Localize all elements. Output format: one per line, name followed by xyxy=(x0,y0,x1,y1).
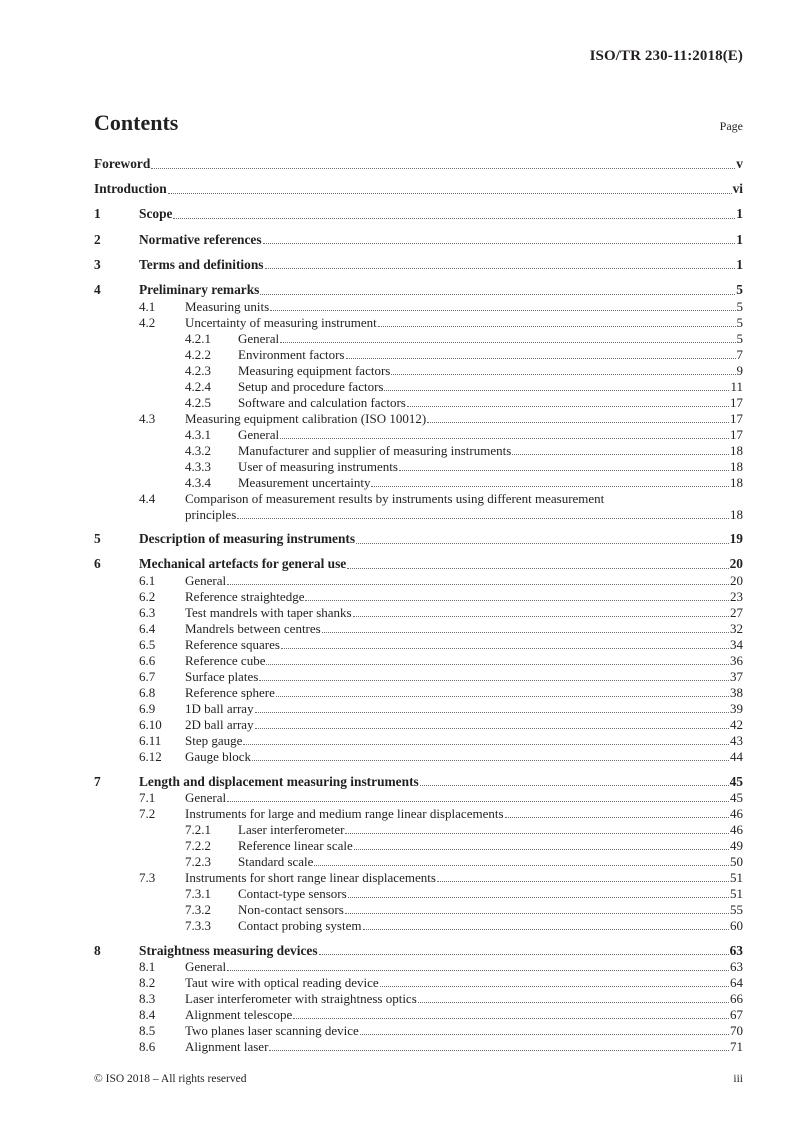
toc-entry-subsubclause[interactable] xyxy=(94,347,743,363)
toc-entry-title[interactable]: Introduction xyxy=(94,181,167,197)
toc-entry-number: 5 xyxy=(94,531,101,547)
toc-entry-page[interactable]: 1 xyxy=(736,206,743,222)
toc-entry-page[interactable]: 51 xyxy=(730,886,743,902)
toc-entry-subclause-wrapped[interactable] xyxy=(94,491,743,523)
toc-entry-subclause[interactable] xyxy=(94,870,743,886)
toc-entry-subclause[interactable] xyxy=(94,790,743,806)
toc-entry-title[interactable]: Contact probing system xyxy=(238,918,362,934)
toc-entry-title[interactable]: Contact-type sensors xyxy=(238,886,347,902)
toc-entry-page[interactable]: 20 xyxy=(729,556,743,572)
toc-entry-page[interactable]: 43 xyxy=(730,732,743,748)
toc-entry-number: 7.3 xyxy=(139,870,156,886)
copyright-notice: © ISO 2018 – All rights reserved xyxy=(94,1073,247,1085)
toc-entry-clause[interactable] xyxy=(94,531,743,548)
dot-leader xyxy=(252,760,729,761)
toc-entry-number: 4.2.5 xyxy=(185,394,211,410)
dot-leader xyxy=(420,785,729,786)
toc-entry-title[interactable]: Laser interferometer with straightness optics xyxy=(185,991,417,1007)
toc-entry-page[interactable]: 7 xyxy=(736,346,743,362)
toc-group-section-7 xyxy=(94,774,743,935)
toc-entry-title[interactable]: Reference cube xyxy=(185,652,266,668)
dot-leader xyxy=(293,1018,729,1019)
toc-entry-page[interactable]: 49 xyxy=(730,838,743,854)
toc-entry-title[interactable]: Instruments for large and medium range linear displacements xyxy=(185,806,504,822)
toc-entry-title-line2-row xyxy=(185,507,743,523)
dot-leader xyxy=(345,833,729,834)
toc-entry-title[interactable]: General xyxy=(185,959,227,975)
toc-group-section-1 xyxy=(94,206,743,223)
toc-entry-title[interactable]: Software and calculation factors xyxy=(238,394,406,410)
dot-leader xyxy=(227,584,729,585)
toc-entry-page[interactable]: 1 xyxy=(736,256,743,272)
toc-entry-number: 7.2.2 xyxy=(185,838,211,854)
toc-entry-title[interactable]: User of measuring instruments xyxy=(238,458,398,474)
toc-entry-number: 6.4 xyxy=(139,620,156,636)
toc-entry-subclause[interactable] xyxy=(94,1039,743,1055)
toc-entry-subclause[interactable] xyxy=(94,653,743,669)
toc-entry-number: 7.2 xyxy=(139,806,156,822)
dot-leader xyxy=(259,680,729,681)
toc-entry-number: 8.2 xyxy=(139,975,156,991)
toc-entry-title[interactable]: Reference squares xyxy=(185,636,280,652)
toc-entry-title-block xyxy=(185,491,743,523)
dot-leader xyxy=(276,696,729,697)
toc-entry-title[interactable]: Description of measuring instruments xyxy=(139,531,356,547)
toc-entry-number: 4.3.1 xyxy=(185,426,211,442)
toc-entry-title[interactable]: Instruments for short range linear displacements xyxy=(185,870,436,886)
toc-entry-title[interactable]: Measuring units xyxy=(185,298,270,314)
toc-entry-page[interactable]: 45 xyxy=(729,773,743,789)
toc-entry-subsubclause[interactable] xyxy=(94,395,743,411)
toc-entry-page[interactable]: 5 xyxy=(736,281,743,297)
toc-entry-title-line1[interactable]: Comparison of measurement results by instruments using different measurement xyxy=(185,490,605,506)
toc-entry-number: 6.6 xyxy=(139,652,156,668)
toc-entry-subclause[interactable] xyxy=(94,637,743,653)
toc-entry-page[interactable]: 66 xyxy=(730,991,743,1007)
dot-leader xyxy=(255,728,729,729)
dot-leader xyxy=(319,954,729,955)
toc-entry-page[interactable]: vi xyxy=(732,181,743,197)
toc-entry-title[interactable]: Preliminary remarks xyxy=(139,281,260,297)
dot-leader xyxy=(263,243,736,244)
toc-entry-page[interactable]: 20 xyxy=(730,572,743,588)
toc-entry-subclause[interactable] xyxy=(94,685,743,701)
toc-entry-clause[interactable] xyxy=(94,282,743,299)
toc-entry-number: 6.8 xyxy=(139,684,156,700)
toc-entry-page[interactable]: 34 xyxy=(730,636,743,652)
toc-entry-number: 4.3.4 xyxy=(185,474,211,490)
dot-leader xyxy=(266,664,729,665)
toc-entry-page[interactable]: 42 xyxy=(730,716,743,732)
toc-entry-page[interactable]: 18 xyxy=(730,474,743,490)
toc-entry-page[interactable]: 39 xyxy=(730,700,743,716)
toc-entry-page[interactable]: 36 xyxy=(730,652,743,668)
toc-entry-title[interactable]: General xyxy=(185,790,227,806)
toc-entry-subclause[interactable] xyxy=(94,1007,743,1023)
dot-leader xyxy=(348,897,729,898)
toc-entry-page[interactable]: 1 xyxy=(736,231,743,247)
toc-entry-clause[interactable] xyxy=(94,257,743,274)
toc-entry-number: 7.2.1 xyxy=(185,822,211,838)
toc-entry-title[interactable]: Mandrels between centres xyxy=(185,620,321,636)
toc-entry-title[interactable]: Surface plates xyxy=(185,668,259,684)
toc-entry-front-matter[interactable] xyxy=(94,181,743,198)
page-column-label: Page xyxy=(719,119,743,133)
toc-entry-page[interactable]: 9 xyxy=(736,362,743,378)
toc-entry-page[interactable]: 18 xyxy=(730,458,743,474)
toc-entry-number: 1 xyxy=(94,206,101,222)
toc-entry-subclause[interactable] xyxy=(94,1023,743,1039)
toc-entry-title[interactable]: General xyxy=(238,330,280,346)
toc-entry-page[interactable]: 50 xyxy=(730,854,743,870)
toc-entry-number: 4.2.1 xyxy=(185,330,211,346)
dot-leader xyxy=(505,817,729,818)
dot-leader xyxy=(356,543,729,544)
dot-leader xyxy=(345,913,729,914)
toc-entry-title[interactable]: Step gauge xyxy=(185,732,243,748)
toc-entry-clause[interactable] xyxy=(94,774,743,791)
dot-leader xyxy=(354,849,729,850)
toc-entry-title[interactable]: Gauge block xyxy=(185,748,252,764)
toc-entry-subclause[interactable] xyxy=(94,806,743,822)
toc-entry-page[interactable]: 51 xyxy=(730,870,743,886)
dot-leader xyxy=(346,358,736,359)
toc-entry-title[interactable]: General xyxy=(185,572,227,588)
dot-leader xyxy=(168,193,732,194)
toc-entry-title[interactable]: Measurement uncertainty xyxy=(238,474,371,490)
toc-entry-number: 8.5 xyxy=(139,1023,156,1039)
toc-entry-number: 7.3.1 xyxy=(185,886,211,902)
toc-entry-subclause[interactable] xyxy=(94,605,743,621)
toc-entry-page[interactable]: 17 xyxy=(730,426,743,442)
toc-entry-page[interactable]: 17 xyxy=(730,410,743,426)
dot-leader xyxy=(227,801,729,802)
toc-entry-page[interactable]: 70 xyxy=(730,1023,743,1039)
toc-entry-title[interactable]: Terms and definitions xyxy=(139,256,264,272)
toc-entry-number: 6.10 xyxy=(139,716,162,732)
toc-entry-subclause[interactable] xyxy=(94,749,743,765)
toc-group-section-3 xyxy=(94,257,743,274)
toc-entry-number: 4.3.2 xyxy=(185,442,211,458)
toc-entry-number: 7 xyxy=(94,773,101,789)
toc-entry-clause[interactable] xyxy=(94,206,743,223)
dot-leader xyxy=(173,218,735,219)
dot-leader xyxy=(347,568,728,569)
toc-entry-title[interactable]: Standard scale xyxy=(238,854,314,870)
dot-leader xyxy=(269,1050,729,1051)
document-id-header: ISO/TR 230-11:2018(E) xyxy=(589,48,743,64)
page-footer xyxy=(94,1073,743,1085)
toc-entry-subclause[interactable] xyxy=(94,589,743,605)
toc-entry-title[interactable]: 1D ball array xyxy=(185,700,254,716)
toc-entry-number: 8.1 xyxy=(139,959,156,975)
toc-entry-subsubclause[interactable] xyxy=(94,459,743,475)
toc-entry-subsubclause[interactable] xyxy=(94,379,743,395)
toc-entry-number: 6.11 xyxy=(139,732,162,748)
dot-leader xyxy=(391,374,735,375)
toc-entry-page[interactable]: 23 xyxy=(730,588,743,604)
toc-entry-number: 4.4 xyxy=(139,490,156,506)
dot-leader xyxy=(322,632,729,633)
toc-entry-page[interactable]: 5 xyxy=(736,314,743,330)
toc-entry-clause[interactable] xyxy=(94,943,743,960)
toc-entry-title[interactable]: Reference sphere xyxy=(185,684,275,700)
toc-entry-clause[interactable] xyxy=(94,232,743,249)
toc-entry-subsubclause[interactable] xyxy=(94,902,743,918)
toc-entry-title[interactable]: Reference straightedge xyxy=(185,588,305,604)
toc-entry-subsubclause[interactable] xyxy=(94,886,743,902)
toc-entry-page[interactable]: 32 xyxy=(730,620,743,636)
toc-group-section-4 xyxy=(94,282,743,523)
toc-entry-title-line2[interactable]: principles xyxy=(185,506,237,522)
toc-entry-subclause[interactable] xyxy=(94,573,743,589)
dot-leader xyxy=(427,422,729,423)
toc-entry-subclause[interactable] xyxy=(94,975,743,991)
dot-leader xyxy=(227,970,729,971)
dot-leader xyxy=(280,342,735,343)
toc-entry-number: 6.7 xyxy=(139,668,156,684)
toc-group-section-8 xyxy=(94,943,743,1056)
toc-entry-number: 4.2.3 xyxy=(185,362,211,378)
dot-leader xyxy=(384,390,729,391)
dot-leader xyxy=(255,712,729,713)
toc-entry-title[interactable]: Setup and procedure factors xyxy=(238,378,384,394)
toc-entry-page[interactable]: 18 xyxy=(730,442,743,458)
dot-leader xyxy=(437,881,729,882)
toc-entry-number: 7.1 xyxy=(139,790,156,806)
toc-entry-number: 6.9 xyxy=(139,700,156,716)
toc-entry-page[interactable]: 44 xyxy=(730,748,743,764)
toc-entry-title[interactable]: Laser interferometer xyxy=(238,822,345,838)
toc-entry-title[interactable]: Manufacturer and supplier of measuring instruments xyxy=(238,442,512,458)
toc-entry-subsubclause[interactable] xyxy=(94,854,743,870)
toc-entry-title[interactable]: Foreword xyxy=(94,156,151,171)
dot-leader xyxy=(265,268,736,269)
toc-entry-subsubclause[interactable] xyxy=(94,331,743,347)
toc-entry-title[interactable]: Scope xyxy=(139,206,173,222)
toc-entry-number: 3 xyxy=(94,256,101,272)
toc-entry-front-matter[interactable] xyxy=(94,156,743,173)
table-of-contents xyxy=(94,156,743,1064)
dot-leader xyxy=(243,744,729,745)
dot-leader xyxy=(237,518,729,519)
toc-entry-number: 8.4 xyxy=(139,1007,156,1023)
toc-entry-title[interactable]: Straightness measuring devices xyxy=(139,942,318,958)
toc-entry-title[interactable]: Length and displacement measuring instruments xyxy=(139,773,419,789)
dot-leader xyxy=(378,326,736,327)
toc-entry-title[interactable]: Taut wire with optical reading device xyxy=(185,975,379,991)
toc-entry-number: 7.3.3 xyxy=(185,918,211,934)
dot-leader xyxy=(512,454,729,455)
toc-entry-title[interactable]: Measuring equipment calibration (ISO 10012) xyxy=(185,410,427,426)
toc-entry-title[interactable]: Mechanical artefacts for general use xyxy=(139,556,347,572)
toc-entry-page[interactable]: 17 xyxy=(730,394,743,410)
toc-entry-subsubclause[interactable] xyxy=(94,427,743,443)
toc-entry-title[interactable]: Alignment laser xyxy=(185,1039,269,1055)
toc-entry-title[interactable]: 2D ball array xyxy=(185,716,254,732)
page-number: iii xyxy=(733,1073,743,1085)
toc-entry-page[interactable]: 37 xyxy=(730,668,743,684)
toc-entry-number: 7.2.3 xyxy=(185,854,211,870)
toc-entry-page[interactable]: 67 xyxy=(730,1007,743,1023)
toc-entry-title[interactable]: Non-contact sensors xyxy=(238,902,344,918)
toc-entry-page[interactable]: 5 xyxy=(736,298,743,314)
dot-leader xyxy=(280,438,729,439)
toc-entry-number: 6 xyxy=(94,556,101,572)
toc-entry-number: 4.3 xyxy=(139,410,156,426)
toc-entry-subclause[interactable] xyxy=(94,315,743,331)
toc-entry-page[interactable]: 46 xyxy=(730,806,743,822)
toc-entry-page[interactable]: 63 xyxy=(730,959,743,975)
toc-entry-number: 4.2.4 xyxy=(185,378,211,394)
toc-entry-title[interactable]: Uncertainty of measuring instrument xyxy=(185,314,377,330)
toc-entry-number: 8.6 xyxy=(139,1039,156,1055)
dot-leader xyxy=(418,1002,729,1003)
dot-leader xyxy=(305,600,729,601)
toc-entry-page[interactable]: 11 xyxy=(730,378,743,394)
toc-group-section-5 xyxy=(94,531,743,548)
toc-entry-subclause[interactable] xyxy=(94,717,743,733)
dot-leader xyxy=(151,168,735,169)
toc-entry-number: 7.3.2 xyxy=(185,902,211,918)
toc-entry-number: 6.5 xyxy=(139,636,156,652)
toc-entry-number: 6.1 xyxy=(139,572,156,588)
toc-entry-subsubclause[interactable] xyxy=(94,838,743,854)
toc-entry-page[interactable]: 45 xyxy=(730,790,743,806)
toc-entry-number: 4.2.2 xyxy=(185,346,211,362)
dot-leader xyxy=(260,294,735,295)
dot-leader xyxy=(380,986,729,987)
toc-entry-title[interactable]: Two planes laser scanning device xyxy=(185,1023,359,1039)
toc-entry-page[interactable]: v xyxy=(736,156,743,171)
toc-entry-page[interactable]: 55 xyxy=(730,902,743,918)
toc-entry-title[interactable]: Normative references xyxy=(139,231,262,247)
toc-entry-number: 6.12 xyxy=(139,748,162,764)
toc-entry-title[interactable]: Environment factors xyxy=(238,346,345,362)
toc-entry-page[interactable]: 5 xyxy=(736,330,743,346)
toc-entry-subsubclause[interactable] xyxy=(94,918,743,934)
dot-leader xyxy=(399,470,729,471)
toc-entry-clause[interactable] xyxy=(94,556,743,573)
toc-entry-number: 4.2 xyxy=(139,314,156,330)
toc-entry-page[interactable]: 63 xyxy=(729,942,743,958)
toc-entry-subsubclause[interactable] xyxy=(94,443,743,459)
toc-entry-page[interactable]: 18 xyxy=(730,506,743,522)
toc-entry-subclause[interactable] xyxy=(94,299,743,315)
toc-entry-subclause[interactable] xyxy=(94,669,743,685)
dot-leader xyxy=(314,865,729,866)
toc-group-front-matter xyxy=(94,181,743,198)
toc-entry-page[interactable]: 46 xyxy=(730,822,743,838)
toc-group-section-6 xyxy=(94,556,743,765)
dot-leader xyxy=(281,648,729,649)
toc-entry-subsubclause[interactable] xyxy=(94,363,743,379)
toc-entry-subclause[interactable] xyxy=(94,959,743,975)
toc-entry-number: 8 xyxy=(94,942,101,958)
dot-leader xyxy=(270,310,735,311)
toc-entry-page[interactable]: 27 xyxy=(730,604,743,620)
toc-entry-page[interactable]: 38 xyxy=(730,684,743,700)
toc-entry-subclause[interactable] xyxy=(94,991,743,1007)
toc-entry-subsubclause[interactable] xyxy=(94,475,743,491)
dot-leader xyxy=(353,616,729,617)
toc-entry-title[interactable]: Measuring equipment factors xyxy=(238,362,391,378)
toc-entry-title[interactable]: Test mandrels with taper shanks xyxy=(185,604,352,620)
toc-entry-title[interactable]: General xyxy=(238,426,280,442)
toc-entry-number: 6.3 xyxy=(139,604,156,620)
toc-entry-page[interactable]: 19 xyxy=(729,531,743,547)
page-title: Contents xyxy=(94,110,179,135)
toc-entry-page[interactable]: 71 xyxy=(730,1039,743,1055)
toc-entry-number: 4.3.3 xyxy=(185,458,211,474)
dot-leader xyxy=(360,1034,729,1035)
toc-entry-number: 6.2 xyxy=(139,588,156,604)
toc-entry-number: 8.3 xyxy=(139,991,156,1007)
toc-entry-number: 4.1 xyxy=(139,298,156,314)
toc-entry-page[interactable]: 60 xyxy=(730,918,743,934)
toc-entry-subclause[interactable] xyxy=(94,621,743,637)
dot-leader xyxy=(407,406,729,407)
contents-title-row xyxy=(94,110,743,136)
toc-entry-page[interactable]: 64 xyxy=(730,975,743,991)
dot-leader xyxy=(371,486,729,487)
toc-entry-number: 2 xyxy=(94,231,101,247)
toc-entry-title[interactable]: Alignment telescope xyxy=(185,1007,293,1023)
toc-entry-subsubclause[interactable] xyxy=(94,822,743,838)
toc-group-section-2 xyxy=(94,232,743,249)
toc-entry-subclause[interactable] xyxy=(94,701,743,717)
toc-entry-subclause[interactable] xyxy=(94,733,743,749)
toc-entry-subclause[interactable] xyxy=(94,411,743,427)
toc-entry-number: 4 xyxy=(94,281,101,297)
dot-leader xyxy=(363,929,730,930)
toc-entry-title[interactable]: Reference linear scale xyxy=(238,838,353,854)
toc-group-front-matter xyxy=(94,156,743,173)
